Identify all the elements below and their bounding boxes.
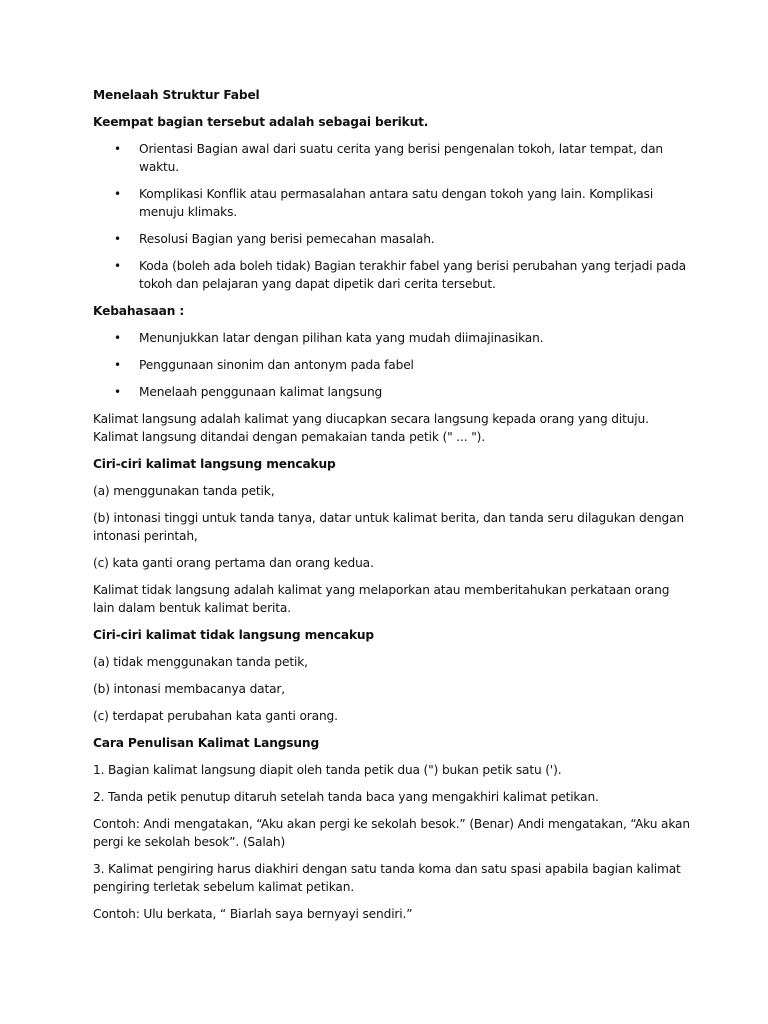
ciri-langsung-item: (c) kata ganti orang pertama dan orang kedua.	[93, 556, 374, 570]
list-item-text: Menelaah penggunaan kalimat langsung	[139, 385, 383, 399]
ciri-tidak-langsung-item: (c) terdapat perubahan kata ganti orang.	[93, 709, 338, 723]
ciri-tidak-langsung-item: (b) intonasi membacanya datar,	[93, 682, 285, 696]
bullet-icon: •	[114, 232, 121, 246]
bullet-icon: •	[114, 187, 121, 201]
kebahasaan-list	[93, 329, 693, 401]
list-item-text: Koda (boleh ada boleh tidak) Bagian terakhir fabel yang berisi perubahan yang terjadi pada tokoh dan pelajaran yang dapat dipetik dari cerita tersebut.	[139, 259, 686, 291]
document-page	[93, 86, 693, 932]
cara-penulisan-heading: Cara Penulisan Kalimat Langsung	[93, 736, 320, 750]
list-item	[93, 356, 693, 374]
bullet-icon: •	[114, 331, 121, 345]
cara-penulisan-item: 1. Bagian kalimat langsung diapit oleh tanda petik dua (") bukan petik satu (').	[93, 763, 562, 777]
list-item-text: Menunjukkan latar dengan pilihan kata yang mudah diimajinasikan.	[139, 331, 544, 345]
ciri-langsung-heading: Ciri-ciri kalimat langsung mencakup	[93, 457, 336, 471]
kebahasaan-heading: Kebahasaan :	[93, 304, 185, 318]
list-item-text: Resolusi Bagian yang berisi pemecahan masalah.	[139, 232, 435, 246]
ciri-langsung-item: (b) intonasi tinggi untuk tanda tanya, datar untuk kalimat berita, dan tanda seru dilagukan dengan intonasi perintah,	[93, 511, 684, 543]
ciri-langsung-item: (a) menggunakan tanda petik,	[93, 484, 275, 498]
list-item	[93, 329, 693, 347]
list-item	[93, 257, 693, 293]
bullet-icon: •	[114, 385, 121, 399]
bullet-icon: •	[114, 142, 121, 156]
structure-list	[93, 140, 693, 293]
list-item	[93, 140, 693, 176]
kalimat-tidak-langsung-definition: Kalimat tidak langsung adalah kalimat yang melaporkan atau memberitahukan perkataan orang lain dalam bentuk kalimat berita.	[93, 583, 670, 615]
cara-penulisan-example: Contoh: Andi mengatakan, “Aku akan pergi ke sekolah besok.” (Benar) Andi mengatakan, “Aku akan pergi ke sekolah besok”. (Salah)	[93, 817, 690, 849]
cara-penulisan-item: 2. Tanda petik penutup ditaruh setelah tanda baca yang mengakhiri kalimat petikan.	[93, 790, 599, 804]
bullet-icon: •	[114, 259, 121, 273]
bullet-icon: •	[114, 358, 121, 372]
kalimat-langsung-definition: Kalimat langsung adalah kalimat yang diucapkan secara langsung kepada orang yang dituju. Kalimat langsung ditandai dengan pemakaian tanda petik (" ... ").	[93, 412, 649, 444]
cara-penulisan-item: 3. Kalimat pengiring harus diakhiri dengan satu tanda koma dan satu spasi apabila bagian kalimat pengiring terletak sebelum kalimat petikan.	[93, 862, 681, 894]
list-item	[93, 230, 693, 248]
ciri-tidak-langsung-item: (a) tidak menggunakan tanda petik,	[93, 655, 308, 669]
cara-penulisan-example: Contoh: Ulu berkata, “ Biarlah saya bernyayi sendiri.”	[93, 907, 413, 921]
ciri-tidak-langsung-heading: Ciri-ciri kalimat tidak langsung mencakup	[93, 628, 375, 642]
list-item-text: Komplikasi Konflik atau permasalahan antara satu dengan tokoh yang lain. Komplikasi menuju klimaks.	[139, 187, 654, 219]
document-title: Menelaah Struktur Fabel	[93, 88, 260, 102]
list-item-text: Penggunaan sinonim dan antonym pada fabel	[139, 358, 414, 372]
list-item	[93, 185, 693, 221]
list-item	[93, 383, 693, 401]
intro-heading: Keempat bagian tersebut adalah sebagai berikut.	[93, 115, 429, 129]
list-item-text: Orientasi Bagian awal dari suatu cerita yang berisi pengenalan tokoh, latar tempat, dan waktu.	[139, 142, 663, 174]
